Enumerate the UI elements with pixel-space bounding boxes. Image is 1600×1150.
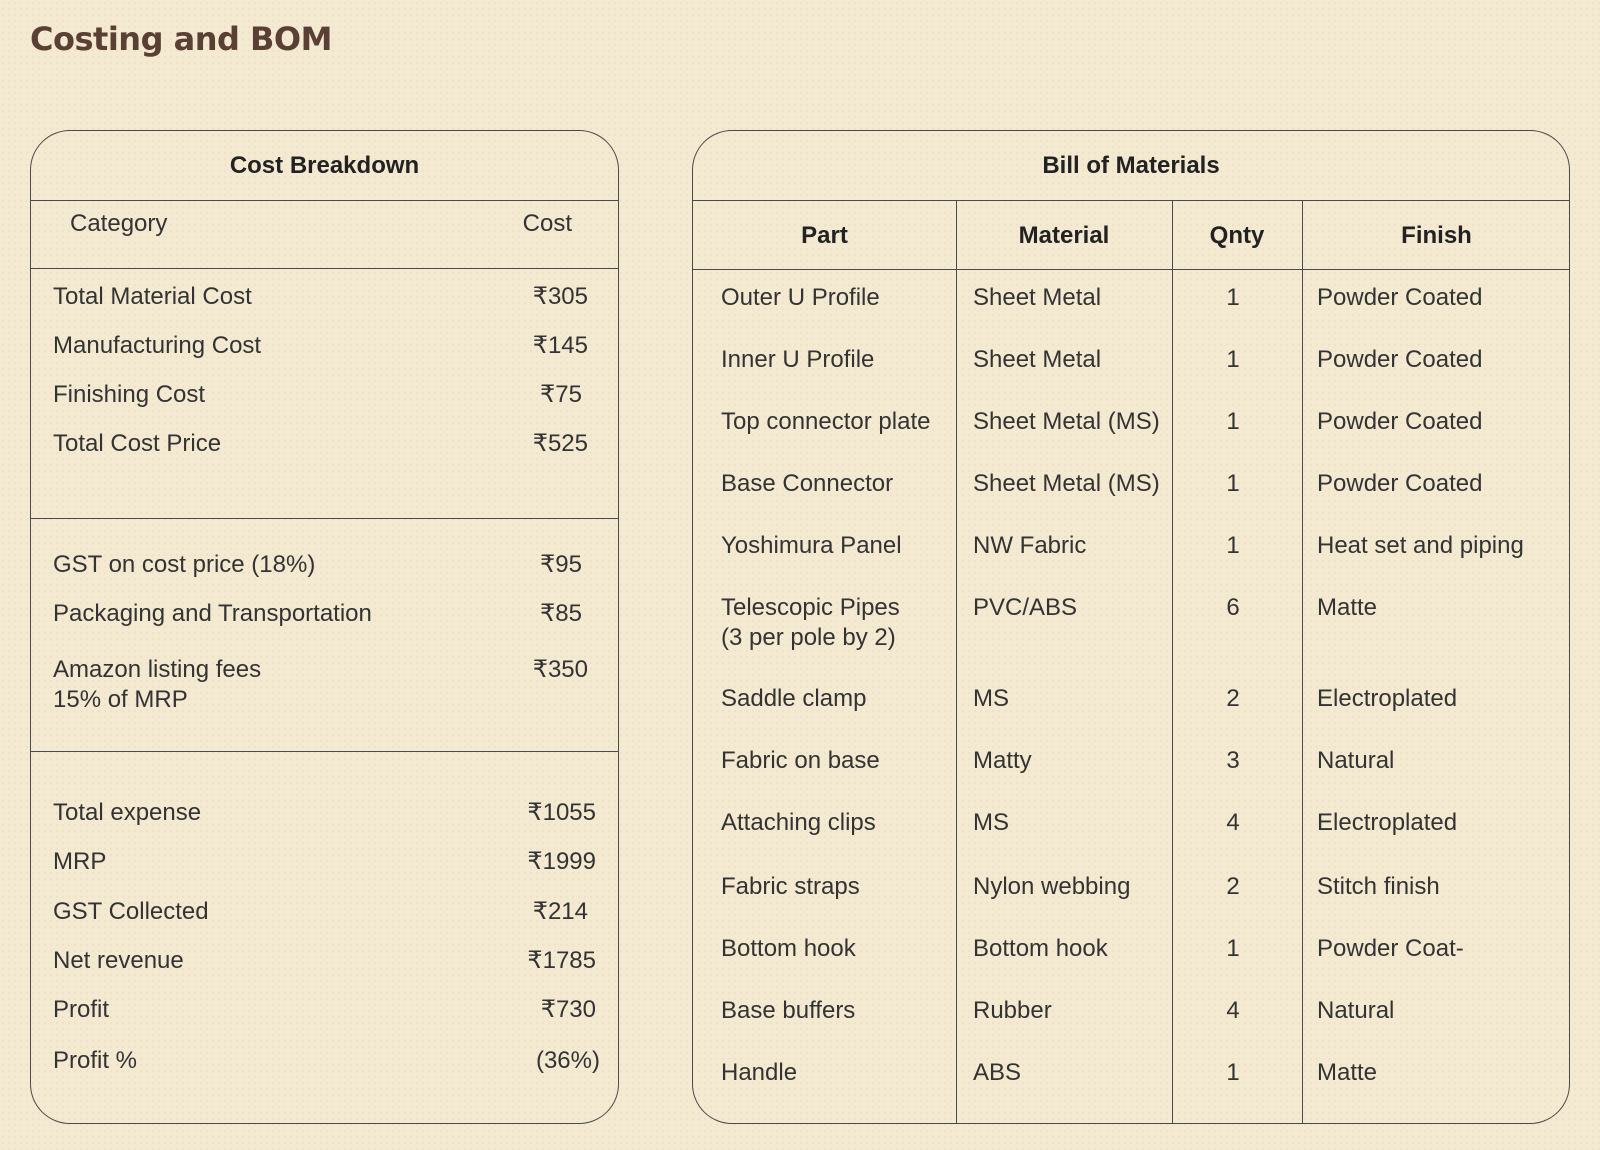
cost-section-production	[31, 269, 618, 519]
bom-cell-part: Telescopic Pipes (3 per pole by 2)	[721, 594, 900, 651]
cost-row-label: MRP	[53, 848, 107, 875]
cost-row-label: Finishing Cost	[53, 381, 206, 408]
cost-row-label: Profit	[53, 996, 110, 1023]
cost-row-label: Manufacturing Cost	[53, 332, 262, 359]
cost-row-label: Packaging and Transportation	[53, 600, 372, 627]
bom-cell-part: Bottom hook	[721, 935, 856, 962]
cost-row-value: (36%)	[535, 1047, 600, 1074]
bom-cell-part: Saddle clamp	[721, 685, 867, 712]
bom-cell-finish: Powder Coated	[1317, 284, 1483, 311]
cost-row-label: Net revenue	[53, 947, 184, 974]
bom-cell-part: Outer U Profile	[721, 284, 880, 311]
bom-cell-material: ABS	[973, 1059, 1022, 1086]
bill-of-materials-card	[692, 130, 1570, 1124]
part-column-header: Part	[801, 221, 848, 249]
finish-column-header: Finish	[1401, 221, 1472, 249]
bom-cell-finish: Stitch finish	[1317, 873, 1440, 900]
cost-row-value: ₹75	[540, 381, 582, 408]
column-divider	[956, 201, 957, 1123]
cost-row-label: Total Material Cost	[53, 283, 252, 310]
bom-cell-qty: 6	[1226, 594, 1240, 621]
bom-cell-finish: Matte	[1317, 1059, 1378, 1086]
cost-row-value: ₹145	[532, 332, 588, 359]
bom-cell-part: Handle	[721, 1059, 798, 1086]
bom-cell-qty: 1	[1226, 470, 1240, 497]
cost-column-header: Cost	[522, 210, 572, 237]
cost-row-label: Profit %	[53, 1047, 138, 1074]
column-divider	[1172, 201, 1173, 1123]
bom-cell-part: Attaching clips	[721, 809, 876, 836]
cost-row-value: ₹95	[540, 551, 582, 578]
column-divider	[1302, 201, 1303, 1123]
cost-row-value: ₹1785	[527, 947, 596, 974]
bom-cell-part: Base buffers	[721, 997, 856, 1024]
category-column-header: Category	[70, 210, 168, 237]
bom-cell-material: Sheet Metal (MS)	[973, 470, 1160, 497]
cost-row-label: Total expense	[53, 799, 202, 826]
bom-cell-qty: 2	[1226, 873, 1240, 900]
cost-row-value: ₹350	[532, 656, 588, 683]
bom-cell-material: Sheet Metal (MS)	[973, 408, 1160, 435]
bom-cell-part: Top connector plate	[721, 408, 931, 435]
bom-cell-material: PVC/ABS	[973, 594, 1078, 621]
bom-cell-finish: Powder Coated	[1317, 470, 1483, 497]
cost-row-value: ₹305	[532, 283, 588, 310]
cost-table-header	[31, 201, 618, 269]
bom-cell-material: Rubber	[973, 997, 1052, 1024]
cost-row-label: GST on cost price (18%)	[53, 551, 316, 578]
cost-breakdown-card	[30, 130, 619, 1124]
bom-cell-part: Yoshimura Panel	[721, 532, 902, 559]
bom-cell-qty: 1	[1226, 935, 1240, 962]
bom-cell-part: Inner U Profile	[721, 346, 875, 373]
bom-cell-qty: 4	[1226, 809, 1240, 836]
cost-row-label: Total Cost Price	[53, 430, 222, 457]
bom-cell-part: Fabric straps	[721, 873, 860, 900]
cost-row-label: GST Collected	[53, 898, 209, 925]
bom-cell-qty: 4	[1226, 997, 1240, 1024]
qty-column-header: Qnty	[1209, 221, 1265, 249]
bom-cell-material: Bottom hook	[973, 935, 1108, 962]
page-title: Costing and BOM	[30, 20, 332, 58]
bom-cell-qty: 3	[1226, 747, 1240, 774]
bill-of-materials-title: Bill of Materials	[693, 131, 1569, 201]
bom-cell-material: Sheet Metal	[973, 346, 1102, 373]
bom-cell-material: MS	[973, 809, 1009, 836]
bom-cell-qty: 1	[1226, 284, 1240, 311]
cost-row-value: ₹730	[540, 996, 596, 1023]
bom-cell-finish: Electroplated	[1317, 809, 1458, 836]
bom-cell-material: Nylon webbing	[973, 873, 1131, 900]
bom-cell-qty: 1	[1226, 408, 1240, 435]
bom-cell-finish: Powder Coat-	[1317, 935, 1464, 962]
bom-cell-qty: 1	[1226, 346, 1240, 373]
bom-cell-material: NW Fabric	[973, 532, 1087, 559]
bom-cell-finish: Powder Coated	[1317, 346, 1483, 373]
bom-cell-finish: Electroplated	[1317, 685, 1458, 712]
cost-row-value: ₹525	[532, 430, 588, 457]
material-column-header: Material	[1018, 221, 1110, 249]
cost-row-value: ₹1999	[527, 848, 596, 875]
cost-section-summary	[31, 752, 618, 1123]
cost-row-label: Amazon listing fees 15% of MRP	[53, 656, 262, 713]
bom-cell-finish: Matte	[1317, 594, 1378, 621]
bom-cell-finish: Powder Coated	[1317, 408, 1483, 435]
bom-cell-material: MS	[973, 685, 1009, 712]
bom-cell-qty: 1	[1226, 1059, 1240, 1086]
cost-row-value: ₹214	[532, 898, 588, 925]
bom-cell-finish: Natural	[1317, 747, 1395, 774]
cost-row-value: ₹1055	[527, 799, 596, 826]
bom-cell-finish: Natural	[1317, 997, 1395, 1024]
cost-section-overheads	[31, 519, 618, 752]
bom-cell-finish: Heat set and piping	[1317, 532, 1524, 559]
cost-breakdown-title: Cost Breakdown	[31, 131, 618, 201]
bom-cell-material: Sheet Metal	[973, 284, 1102, 311]
bom-cell-part: Fabric on base	[721, 747, 880, 774]
bom-cell-part: Base Connector	[721, 470, 894, 497]
bom-table-header	[693, 201, 1569, 270]
bom-cell-material: Matty	[973, 747, 1032, 774]
bom-cell-qty: 1	[1226, 532, 1240, 559]
cost-row-value: ₹85	[540, 600, 582, 627]
bom-cell-qty: 2	[1226, 685, 1240, 712]
